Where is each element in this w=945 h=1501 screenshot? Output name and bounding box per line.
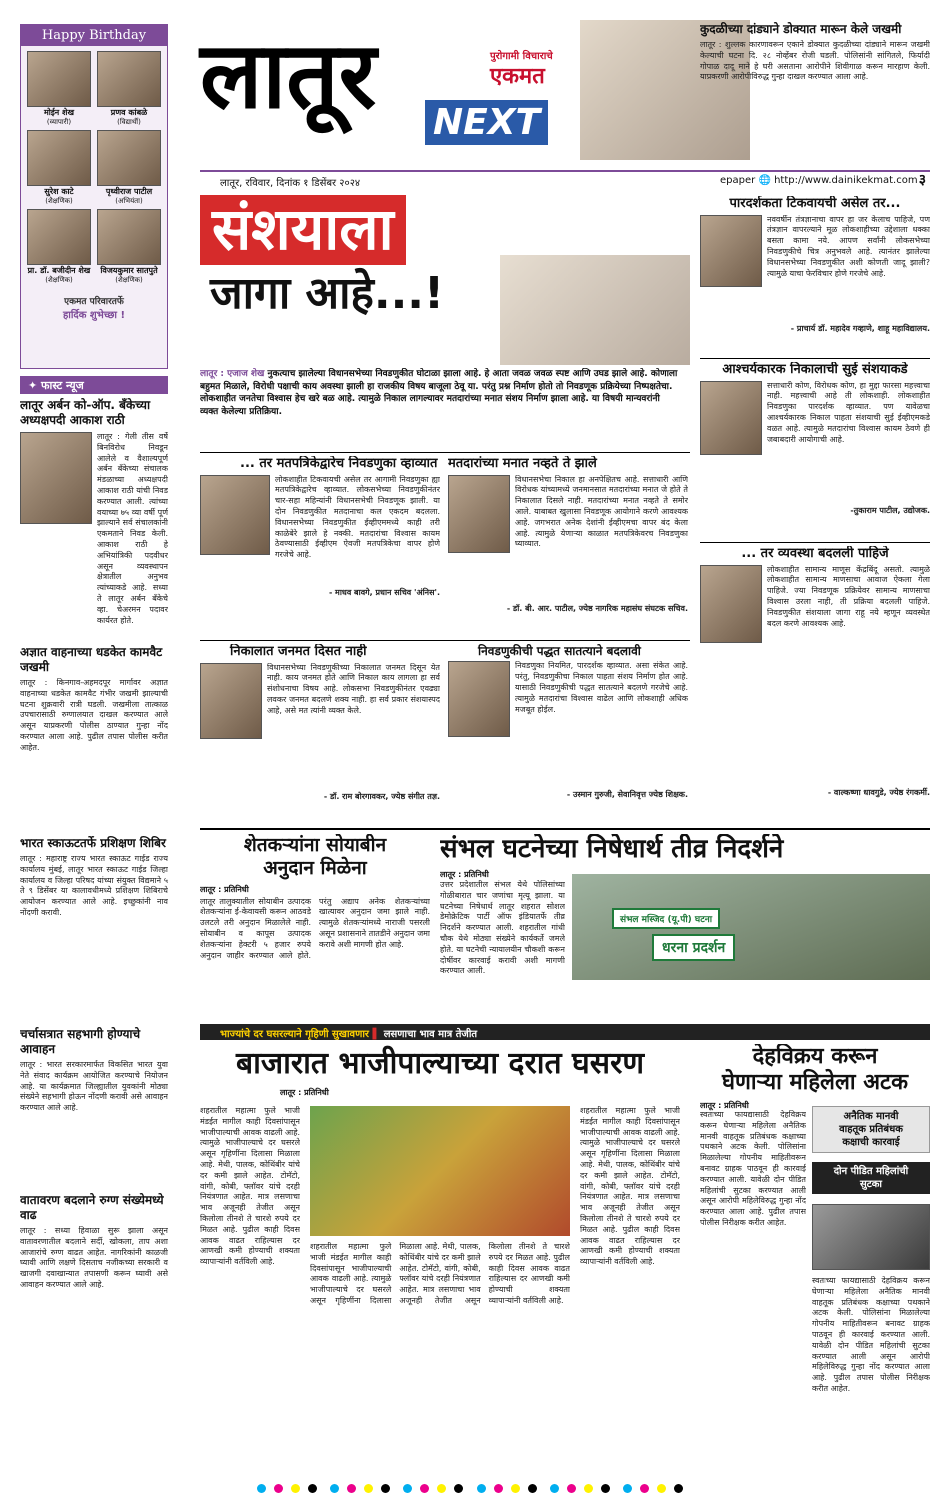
main-headline-line2: जागा आहे...! (210, 267, 445, 319)
opinion-heading: निवडणुकीची पद्धत सातत्याने बदलावी (478, 644, 641, 658)
birthday-person (97, 209, 161, 285)
subhead-box (812, 1106, 930, 1153)
handcuffs-photo (812, 1204, 930, 1270)
registration-marks (70, 1478, 870, 1492)
banner-text: धरना प्रदर्शन (652, 934, 735, 961)
yellow-dot (291, 1484, 300, 1493)
subhead-line: सुटका (859, 1179, 883, 1190)
yellow-dot (584, 1484, 593, 1493)
dateline-bar (200, 170, 930, 190)
main-headline-line1: संशयाला (200, 195, 406, 265)
opinion-signature: -तुकाराम पाटील, उद्योजक. (850, 505, 930, 515)
opinion-heading: आश्चर्यकारक निकालाची सुई संशयाकडे (722, 362, 908, 377)
byline: लातूर : एजाज शेख (200, 369, 265, 379)
fast-news-header: ✦ फास्ट न्यूज (20, 376, 168, 394)
news-title: अज्ञात वाहनाच्या धडकेत कामवैट जखमी (20, 645, 163, 674)
birthday-box (20, 24, 168, 369)
opinion-heading: निकालात जनमत दिसत नाही (230, 644, 367, 659)
story-body-continued: स्वतःच्या फायद्यासाठी देहविक्रय करून घेणाऱ्या महिलेला अनैतिक मानवी वाहतूक प्रतिबंधक कक्षाच्या पथकाने अटक केली. पोलिसांना मिळालेल्या गोपनीय माहितीवरून बनावट ग्राहक पाठवून ही कारवाई करण्यात आली. यावेळी दोन पीडित महिलांची सुटका करण्यात आली असून आरोपी महिलेविरुद्ध गुन्हा नोंद करण्यात आला आहे. पुढील तपास पोलीस निरीक्षक करीत आहेत. (812, 1276, 930, 1393)
page-number: ३ (918, 172, 926, 188)
story-headline: देहविक्रय करून (752, 1044, 878, 1069)
news-title: लातूर अर्बन को-ऑप. बँकेच्या अध्यक्षपदी आकाश राठी (20, 398, 151, 427)
fast-news-column (20, 398, 168, 1466)
story-headline: शेतकऱ्यांना सोयाबीन (243, 834, 387, 856)
subhead-line: कक्षाची कारवाई (842, 1137, 900, 1148)
portrait-photo (97, 209, 161, 265)
opinion-body: विधानसभेच्या निवडणुकीच्या निकालात जनमत दिसून येत नाही. काय जनमत होते आणि निकाल काय लागला हा सर्व संशोधनाचा विषय आहे. लोकसभा निवडणुकीनंतर एवढ्या लवकर जनमत बदलणे शक्य नाही. हा सर्व प्रकार संशयास्पद आहे, असे मत त्यांनी व्यक्त केले. (267, 662, 440, 715)
protest-story (440, 834, 930, 1020)
opinion-heading: पारदर्शकता टिकवायची असेल तर... (729, 196, 901, 211)
cyan-dot (623, 1484, 632, 1493)
person-role: (अभियंता) (115, 197, 143, 205)
news-item (20, 836, 168, 1019)
magenta-dot (640, 1484, 649, 1493)
magenta-dot (567, 1484, 576, 1493)
portrait-photo (700, 565, 762, 643)
dateline: लातूर, रविवार, दिनांक १ डिसेंबर २०२४ (220, 178, 361, 189)
portrait-photo (448, 475, 510, 553)
opinion-card (448, 644, 688, 824)
news-title: चर्चासत्रात सहभागी होण्याचे आवाहन (20, 1027, 141, 1056)
story-body: उत्तर प्रदेशातील संभल येथे पोलिसांच्या गोळीबारात चार जणांचा मृत्यू झाला. या घटनेच्या निषेधार्थ लातूर शहरात सोशल डेमोक्रेटिक पार्टी ऑफ इंडियातर्फे तीव्र निदर्शने करण्यात आली. शहरातील गांधी चौक येथे मोठ्या संख्येने कार्यकर्ते जमले होते. या घटनेची न्यायालयीन चौकशी करून दोषींवर कारवाई करावी अशी मागणी करण्यात आली. (440, 880, 565, 976)
magenta-dot (347, 1484, 356, 1493)
opinion-card (200, 644, 440, 824)
yellow-dot (364, 1484, 373, 1493)
banner-top-text: संभल मस्जिद (यू.पी) घटना (612, 908, 720, 929)
cyan-dot (330, 1484, 339, 1493)
magenta-dot (420, 1484, 429, 1493)
byline: लातूर : प्रतिनिधी (280, 1088, 329, 1097)
portrait-photo (700, 215, 762, 287)
birthday-person (97, 130, 161, 206)
opinion-signature: - डॉ. बी. आर. पाटील, ज्येष्ठ नागरिक महासंघ संघटक सचिव. (506, 603, 688, 613)
subhead-box-2 (812, 1162, 930, 1194)
news-body: लातूर : सध्या हिवाळा सुरू झाला असून वातावरणातील बदलाने सर्दी, खोकला, ताप अशा आजारांचे रुग्ण वाढत आहेत. नागरिकांनी काळजी घ्यावी आणि लक्षणे दिसताच नजीकच्या सरकारी व खाजगी दवाखान्यात तपासणी करून घ्यावी असे आवाहन करण्यात आले आहे. (20, 1226, 168, 1289)
black-dot (601, 1484, 610, 1493)
news-item (20, 1027, 168, 1185)
masthead (180, 20, 680, 165)
opinion-card (700, 546, 930, 824)
globe-icon: 🌐 (758, 175, 771, 186)
portrait-photo (97, 51, 161, 107)
person-name: विजयकुमार सातपुते (100, 266, 158, 275)
brand-logo: एकमत (490, 64, 545, 89)
website-link[interactable]: http://www.dainikekmat.com (774, 175, 918, 186)
opinion-card (700, 362, 930, 538)
news-body: लातूर : किनगाव-अहमदपूर मार्गावर अज्ञात वाहनाच्या धडकेत कामवैट गंभीर जखमी झाल्याची घटना शुक्रवारी रात्री घडली. जखमीला तात्काळ उपचारासाठी रुग्णालयात दाखल करण्यात आले असून याप्रकरणी पोलीस ठाण्यात गुन्हा नोंद करण्यात आला आहे. पुढील तपास पोलीस करीत आहेत. (20, 678, 168, 752)
strip-part2: लसणाचा भाव मात्र तेजीत (383, 1029, 478, 1040)
subhead-line: दोन पीडित महिलांची (833, 1166, 909, 1177)
opinion-body: विधानसभेचा निकाल हा अनपेक्षितच आहे. सत्ताधारी आणि विरोधक यांच्यामध्ये जनमानसात मतदारांच्या मनात जे होते ते निकालात दिसले नाही. मतदारांच्या मनात नव्हते ते समोर आले. याबाबत खुलासा निवडणूक आयोगाने करणे आवश्यक आहे. जगभरात अनेक देशांनी ईव्हीएमचा वापर बंद केला आहे. त्यामुळे येणाऱ्या काळात मतपत्रिकेवरच निवडणुका घ्याव्यात. (515, 474, 688, 549)
person-role: (व्यापारी) (46, 118, 72, 126)
opinion-heading: मतदारांच्या मनात नव्हते ते झाले (448, 456, 597, 471)
subhead-line: अनैतिक मानवी (843, 1111, 899, 1122)
strip-part1: भाज्यांचे दर घसरल्याने गृहिणी सुखावणार (220, 1029, 370, 1040)
birthday-person (27, 130, 91, 206)
person-role: (शैक्षणिक) (45, 276, 73, 284)
opinion-heading: ... तर व्यवस्था बदलली पाहिजे (741, 546, 889, 561)
arrest-story (700, 1044, 930, 1466)
news-item (20, 645, 168, 828)
byline: लातूर : प्रतिनिधी (700, 1100, 749, 1110)
opinion-card (700, 196, 930, 354)
portrait-photo (200, 663, 262, 739)
birthday-person (27, 51, 91, 127)
opinion-body: लोकशाहीत टिकवायची असेल तर आगामी निवडणुका ह्या मतपत्रिकेद्वारेच व्हाव्यात. लोकसभेच्या निवडणुकीनंतर चार-सहा महिन्यांनी विधानसभेची निवडणूक झाली. या दोन निवडणुकीत मतदानाचा कल एकदम बदलला. विधानसभेच्या निवडणुकीत ईव्हीएममध्ये काही तरी काळेबेरे झाले हे नक्की. मतदारांचा विश्वास कायम ठेवण्यासाठी ईव्हीएम ऐवजी मतपत्रिकेचा वापर होणे गरजेचे आहे. (275, 474, 440, 560)
cyan-dot (257, 1484, 266, 1493)
opinion-card (448, 456, 688, 638)
portrait-photo (200, 475, 270, 555)
news-body: लातूर : भारत सरकारमार्फत विकसित भारत युवा नेते संवाद कार्यक्रम आयोजित करण्याचे नियोजन आहे. या कार्यक्रमात जिल्ह्यातील युवकांनी मोठ्या संख्येने सहभागी होऊन नोंदणी करावी असे आवाहन करण्यात आले आहे. (20, 1060, 168, 1113)
story-headline: कुदळीच्या दांड्याने डोक्यात मारून केले जखमी (700, 22, 902, 36)
story-headline: संभल घटनेच्या निषेधार्थ तीव्र निदर्शने (440, 834, 784, 864)
vegetable-story (200, 1044, 680, 1466)
byline: लातूर : प्रतिनिधी (200, 884, 249, 894)
intro-text: नुकत्याच झालेल्या विधानसभेच्या निवडणुकीत घोटाळा झाला आहे. हे आता जवळ जवळ स्पष्ट आणि उघड झाले आहे. कोणाला बहुमत मिळाले, विरोधी पक्षाची काय अवस्था झाली हा राजकीय विषय बाजूला ठेवू या. परंतु प्रश्न निर्माण होतो तो निवडणूक प्रक्रियेच्या निष्पक्षतेचा. लोकशाहीत जनतेचा विश्वास हेच खरे बळ आहे. त्यामुळे निकाल लागल्यावर मतदारांच्या मनात संशय निर्माण झाला आहे. या विषयी मान्यवरांनी व्यक्त केलेल्या प्रतिक्रिया. (200, 369, 678, 417)
black-dot (674, 1484, 683, 1493)
birthday-grid (21, 46, 167, 290)
portrait-photo (97, 130, 161, 186)
masthead-next: NEXT (425, 100, 548, 145)
yellow-dot (511, 1484, 520, 1493)
main-intro (200, 368, 680, 448)
opinion-signature: - वाल्कष्णा धावगुडे, ज्येष्ठ रंगकर्मी. (827, 787, 930, 797)
story-body-side: शहरातील महात्मा फुले भाजी मंडईत मागील काही दिवसांपासून भाजीपाल्याची आवक वाढली आहे. त्यामुळे भाजीपाल्याचे दर घसरले असून गृहिणींना दिलासा मिळाला आहे. मेथी, पालक, कोथिंबीर यांचे दर कमी झाले आहेत. टोमॅटो, वांगी, कोबी, फ्लॉवर यांचे दरही नियंत्रणात आहेत. मात्र लसणाचा भाव अजूनही तेजीत असून किलोला तीनशे ते चारशे रुपये दर मिळत आहे. पुढील काही दिवस आवक वाढत राहिल्यास दर आणखी कमी होण्याची शक्यता व्यापाऱ्यांनी वर्तविली आहे. (580, 1106, 680, 1267)
masthead-title: लातूर (200, 22, 377, 129)
epaper-label: epaper (720, 175, 756, 186)
news-title: भारत स्काऊटतर्फे प्रशिक्षण शिबिर (20, 836, 166, 850)
story-body: लातूर तालुक्यातील सोयाबीन उत्पादक शेतकऱ्यांना ई-केवायसी करून आठवडे उलटले तरी अनुदान मिळालेले नाही. सोयाबीन व कापूस उत्पादक शेतकऱ्यांना हेक्टरी ५ हजार रुपये अनुदान जाहीर करण्यात आले होते. परंतु अद्याप अनेक शेतकऱ्यांच्या खात्यावर अनुदान जमा झाले नाही. त्यामुळे शेतकऱ्यांमध्ये नाराजी पसरली असून प्रशासनाने तातडीने अनुदान जमा करावे अशी मागणी होत आहे. (200, 896, 430, 960)
opinion-body: नववर्षीन तंत्रज्ञानाचा वापर हा जर केलाच पाहिजे, पण तंत्रज्ञान वापरल्याने मूळ लोकशाहीच्या उद्देशाला धक्का बसता कामा नये. आपण सर्वांनी लोकसभेच्या निवडणुकीचे चित्र अनुभवले आहे. त्यानंतर झालेल्या विधानसभेच्या निवडणुकीत अशी कोणती जादू झाली? त्यामुळे याचा फेरविचार होणे गरजेचे आहे. (767, 214, 930, 278)
black-dot (454, 1484, 463, 1493)
news-item (20, 398, 168, 637)
person-name: प्रा. डॉ. बजीदीन शेख (27, 266, 91, 275)
person-role: (शैक्षणिक) (45, 197, 73, 205)
opinion-signature: - डॉ. राम बोरगावकर, ज्येष्ठ संगीत तज्ञ. (323, 791, 440, 801)
news-item (20, 1193, 168, 1356)
opinion-body: निवडणुका नियमित, पारदर्शक व्हाव्यात. असा संकेत आहे. परंतु, निवडणुकीचा निकाल पाहता संशय निर्माण होत आहे. यासाठी निवडणुकीची पद्धत सातत्याने बदलणे गरजेचे आहे. त्यामुळे मतदारांचा विश्वास वाढेल आणि लोकशाही अधिक मजबूत होईल. (515, 661, 688, 714)
opinion-body: लोकशाहीत सामान्य माणूस केंद्रबिंदू असतो. त्यामुळे लोकशाहीत सामान्य माणसाचा आवाज ऐकला गेला पाहिजे. ज्या निवडणूक प्रक्रियेवर सामान्य माणसाचा विश्वास उरला नाही, ती प्रक्रिया बदलली पाहिजे. निवडणुकीत संशयाला जागा राहू नये म्हणून व्यवस्थेत बदल करणे आवश्यक आहे. (767, 564, 930, 628)
person-role: (शैक्षणिक) (115, 276, 143, 284)
portrait-photo (27, 209, 91, 265)
magenta-dot (274, 1484, 283, 1493)
opinion-card (200, 456, 440, 638)
story-body: लातूर : शुल्लक कारणावरून एकाने डोक्यात कुदळीच्या दांड्याने मारून जखमी केल्याची घटना दि. २८ नोव्हेंबर रोजी घडली. पोलिसांनी सांगितले, फिर्यादी गोपाळ दादू माने हे घरी असताना आरोपीने शिवीगाळ करून मारहाण केली. याप्रकरणी आरोपीविरुद्ध गुन्हा दाखल करण्यात आला आहे. (700, 40, 930, 82)
byline: लातूर : प्रतिनिधी (440, 870, 489, 880)
news-title: वातावरण बदलाने रुग्ण संख्येमध्ये वाढ (20, 1193, 164, 1222)
portrait-photo (448, 661, 510, 737)
opinion-body: सत्ताधारी कोण, विरोधक कोण, हा मुद्दा फारसा महत्त्वाचा नाही. महत्त्वाची आहे ती लोकशाही. लोकशाहीत निवडणुका पारदर्शक व्हाव्यात. पण यावेळचा आश्चर्यकारक निकाल पाहता संशयाची सुई ईव्हीएमकडे वळत आहे. त्यामुळे मतदारांचा विश्वास कायम ठेवणे ही जबाबदारी आयोगाची आहे. (767, 380, 930, 444)
opinion-signature: - प्राचार्य डॉ. महादेव गव्हाणे, शाहू महाविद्यालय. (790, 323, 930, 333)
top-right-story (700, 22, 930, 162)
portrait-photo (27, 130, 91, 186)
person-name: सुरेश काटे (44, 187, 74, 196)
black-dot (381, 1484, 390, 1493)
main-headline (200, 195, 690, 365)
subhead-line: वाहतूक प्रतिबंधक (839, 1124, 903, 1135)
birthday-wish-line2: हार्दिक शुभेच्छा ! (62, 310, 126, 321)
opinion-signature: - उस्मान गुरुजी, सेवानिवृत्त ज्येष्ठ शिक्षक. (566, 790, 688, 800)
portrait-photo (20, 432, 92, 524)
brand-tagline: पुरोगामी विचाराचे (490, 51, 553, 62)
birthday-person (97, 51, 161, 127)
protest-photo (572, 874, 930, 980)
person-role: (विद्यार्थी) (117, 118, 141, 126)
cyan-dot (403, 1484, 412, 1493)
black-dot (528, 1484, 537, 1493)
news-body: लातूर : गेली तीस वर्षे बिनविरोध निवडून आलेले व वैशाल्यपूर्ण अर्बन बँकेच्या संचालक मंडळाच्या अध्यक्षपदी आकाश राठी यांची निवड करण्यात आली. त्यांच्या वयाच्या ७५ व्या वर्षी पूर्ण झाल्याने सर्व संचालकांनी एकमताने निवड केली. आकाश राठी हे अभियांत्रिकी पदवीधर असून व्यवस्थापन क्षेत्रातील अनुभव त्यांच्याकडे आहे. सध्या ते लातूर अर्बन बँकेचे व्हा. चेअरमन पदावर कार्यरत होते. (97, 432, 168, 625)
yellow-dot (657, 1484, 666, 1493)
cyan-dot (550, 1484, 559, 1493)
story-headline: घेणाऱ्या महिलेला अटक (721, 1070, 909, 1096)
story-headline: बाजारात भाजीपाल्याच्या दरात घसरण (235, 1046, 645, 1081)
person-name: मोईन शेख (44, 108, 74, 117)
opinion-heading: ... तर मतपत्रिकेद्वारेच निवडणुका व्हाव्यात (240, 456, 438, 471)
portrait-photo (27, 51, 91, 107)
opinion-signature: - माधव बावगे, प्रधान सचिव 'अंनिस'. (328, 587, 440, 597)
black-dot (308, 1484, 317, 1493)
story-body: स्वतःच्या फायद्यासाठी देहविक्रय करून घेणाऱ्या महिलेला अनैतिक मानवी वाहतूक प्रतिबंधक कक्षाच्या पथकाने अटक केली. पोलिसांना मिळालेल्या गोपनीय माहितीवरून बनावट ग्राहक पाठवून ही कारवाई करण्यात आली. यावेळी दोन पीडित महिलांची सुटका करण्यात आली असून आरोपी महिलेविरुद्ध गुन्हा नोंद करण्यात आला आहे. पुढील तपास पोलीस निरीक्षक करीत आहेत. (700, 1110, 806, 1227)
portrait-photo (700, 381, 762, 455)
birthday-heading: Happy Birthday (21, 25, 167, 46)
section-strip: भाज्यांचे दर घसरल्याने गृहिणी सुखावणार ▌ लसणाचा भाव मात्र तेजीत (200, 1024, 930, 1040)
vegetables-photo (310, 1106, 570, 1236)
person-name: पृथ्वीराज पाटील (105, 187, 153, 196)
news-body: लातूर : महाराष्ट्र राज्य भारत स्काऊट गाईड राज्य कार्यालय मुंबई, लातूर भारत स्काऊट गाईड जिल्हा कार्यालय व जिल्हा परिषद यांच्या संयुक्त विद्यमाने ५ ते ९ डिसेंबर या कालावधीमध्ये प्रशिक्षण शिबिराचे आयोजन करण्यात आले आहे. इच्छुकांनी नाव नोंदणी करावी. (20, 854, 168, 917)
magenta-dot (494, 1484, 503, 1493)
story-body-continued: शहरातील महात्मा फुले भाजी मंडईत मागील काही दिवसांपासून भाजीपाल्याची आवक वाढली आहे. त्यामुळे भाजीपाल्याचे दर घसरले असून गृहिणींना दिलासा मिळाला आहे. मेथी, पालक, कोथिंबीर यांचे दर कमी झाले आहेत. टोमॅटो, वांगी, कोबी, फ्लॉवर यांचे दरही नियंत्रणात आहेत. मात्र लसणाचा भाव अजूनही तेजीत असून किलोला तीनशे ते चारशे रुपये दर मिळत आहे. पुढील काही दिवस आवक वाढत राहिल्यास दर आणखी कमी होण्याची शक्यता व्यापाऱ्यांनी वर्तविली आहे. (310, 1242, 570, 1305)
person-name: प्रणव कांबळे (110, 108, 148, 117)
birthday-person (27, 209, 91, 285)
story-headline: अनुदान मिळेना (263, 856, 367, 879)
story-body: शहरातील महात्मा फुले भाजी मंडईत मागील काही दिवसांपासून भाजीपाल्याची आवक वाढली आहे. त्यामुळे भाजीपाल्याचे दर घसरले असून गृहिणींना दिलासा मिळाला आहे. मेथी, पालक, कोथिंबीर यांचे दर कमी झाले आहेत. टोमॅटो, वांगी, कोबी, फ्लॉवर यांचे दरही नियंत्रणात आहेत. मात्र लसणाचा भाव अजूनही तेजीत असून किलोला तीनशे ते चारशे रुपये दर मिळत आहे. पुढील काही दिवस आवक वाढत राहिल्यास दर आणखी कमी होण्याची शक्यता व्यापाऱ्यांनी वर्तविली आहे. (200, 1106, 300, 1267)
bullet-icon: ✦ (28, 379, 42, 392)
soybean-story (200, 834, 430, 1020)
evm-illustration (500, 255, 690, 365)
birthday-wish-line1: एकमत परिवारतर्फे (64, 297, 124, 307)
cyan-dot (477, 1484, 486, 1493)
yellow-dot (437, 1484, 446, 1493)
